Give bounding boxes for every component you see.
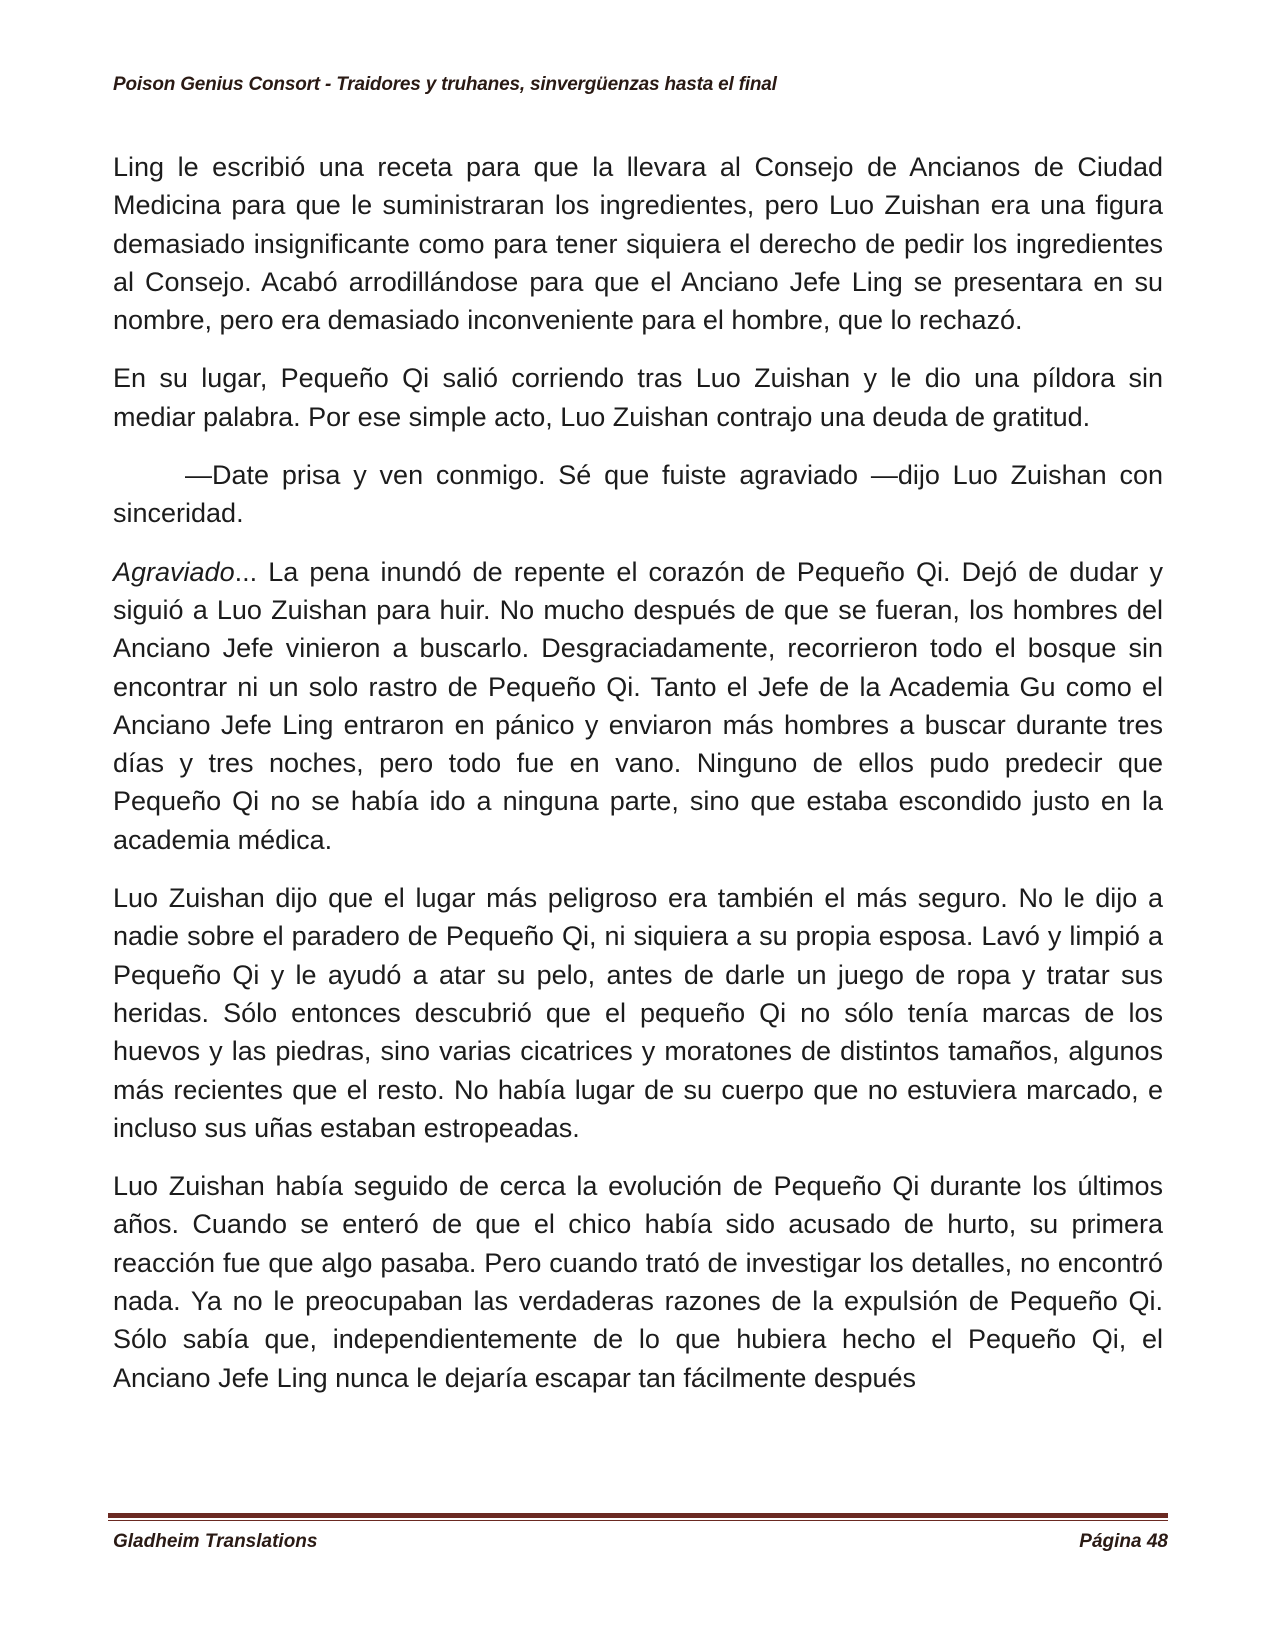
paragraph: Luo Zuishan había seguido de cerca la evolución de Pequeño Qi durante los últimos años. Cuando se enteró de que el chico había sido acusado de hurto, su primera reacción fue que algo pasaba. Pero cuando trató de investigar los detalles, no encontró nada. Ya no le preocupaban las verdaderas razones de la expulsión de Pequeño Qi. Sólo sabía que, independientemente de lo que hubiera hecho el Pequeño Qi, el Anciano Jefe Ling nunca le dejaría escapar tan fácilmente después [113,1171,1163,1393]
paragraph: Ling le escribió una receta para que la llevara al Consejo de Ancianos de Ciudad Medicina para que le suministraran los ingredientes, pero Luo Zuishan era una figura demasiado insignificante como para tener siquiera el derecho de pedir los ingredientes al Consejo. Acabó arrodillándose para que el Anciano Jefe Ling se presentara en su nombre, pero era demasiado inconveniente para el hombre, que lo rechazó. [113,152,1163,336]
paragraph [113,553,1163,859]
dialogue-paragraph: —Date prisa y ven conmigo. Sé que fuiste agraviado —dijo Luo Zuishan con sinceridad. [113,460,1163,529]
page-number: Página 48 [1079,1531,1168,1552]
paragraph-text: ... La pena inundó de repente el corazón de Pequeño Qi. Dejó de dudar y siguió a Luo Zuishan para huir. No mucho después de que se fueran, los hombres del Anciano Jefe vinieron a buscarlo. Desgraciadamente, recorrieron todo el bosque sin encontrar ni un solo rastro de Pequeño Qi. Tanto el Jefe de la Academia Gu como el Anciano Jefe Ling entraron en pánico y enviaron más hombres a buscar durante tres días y tres noches, pero todo fue en vano. Ninguno de ellos pudo predecir que Pequeño Qi no se había ido a ninguna parte, sino que estaba escondido justo en la academia médica. [113,556,1163,855]
paragraph: Luo Zuishan dijo que el lugar más peligroso era también el más seguro. No le dijo a nadie sobre el paradero de Pequeño Qi, ni siquiera a su propia esposa. Lavó y limpió a Pequeño Qi y le ayudó a atar su pelo, antes de darle un juego de ropa y tratar sus heridas. Sólo entonces descubrió que el pequeño Qi no sólo tenía marcas de los huevos y las piedras, sino varias cicatrices y moratones de distintos tamaños, algunos más recientes que el resto. No había lugar de su cuerpo que no estuviera marcado, e incluso sus uñas estaban estropeadas. [113,883,1163,1143]
paragraph: En su lugar, Pequeño Qi salió corriendo tras Luo Zuishan y le dio una píldora sin mediar palabra. Por ese simple acto, Luo Zuishan contrajo una deuda de gratitud. [113,363,1163,432]
footer-divider [108,1513,1168,1521]
page-header: Poison Genius Consort - Traidores y truhanes, sinvergüenzas hasta el final [113,74,777,95]
footer-rule-thin [108,1520,1168,1521]
footer-publisher: Gladheim Translations [113,1531,318,1552]
italic-word: Agraviado [113,556,235,587]
page-body [113,148,1163,1417]
